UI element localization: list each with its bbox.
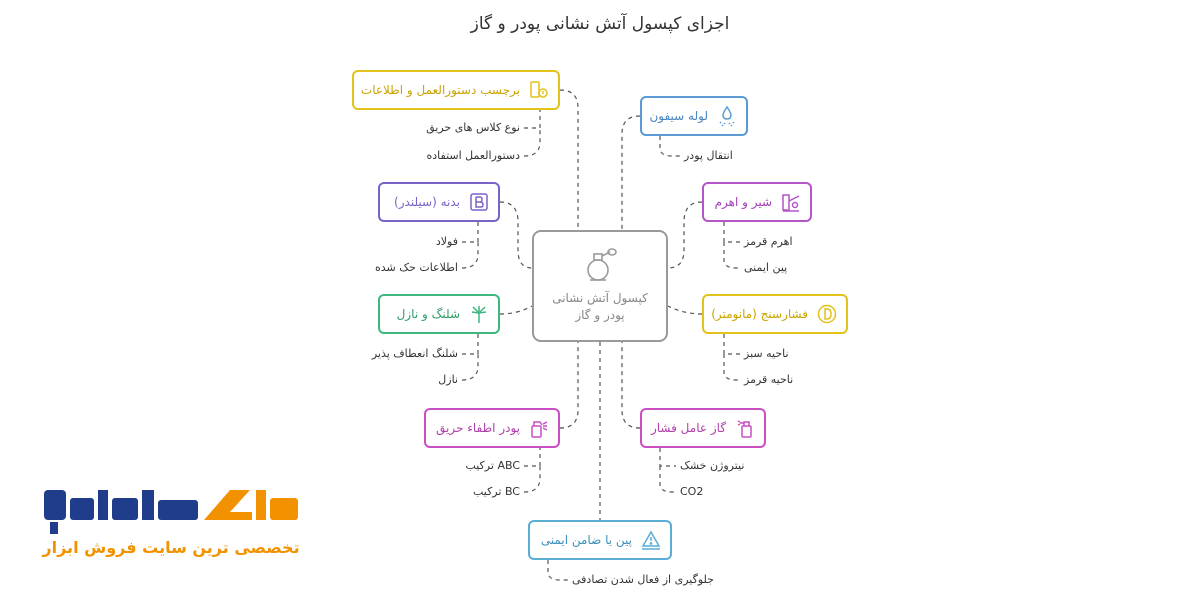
spray-nozzle-icon (468, 303, 490, 325)
node-pin-label: پین یا ضامن ایمنی (540, 533, 632, 547)
node-valve-lever (702, 182, 812, 222)
leaf-prevent-accidental-activation: جلوگیری از فعال شدن تصادفی (572, 573, 714, 586)
lever-icon (780, 191, 802, 213)
leaf-bc-composition: BC ترکیب (472, 485, 520, 498)
node-powder-label: پودر اطفاء حریق (436, 421, 520, 435)
leaf-flexible-hose: شلنگ انعطاف پذیر (371, 347, 458, 360)
leaf-usage-instructions: دستورالعمل استفاده (426, 149, 520, 162)
node-hose-nozzle (378, 294, 500, 334)
node-valve-label: شیر و اهرم (714, 195, 772, 209)
leaf-co2: CO2 (680, 485, 704, 498)
leaf-dry-nitrogen: نیتروژن خشک (680, 459, 745, 472)
node-safety-pin (528, 520, 672, 560)
gas-spray-icon (734, 417, 756, 439)
warning-sign-icon (640, 529, 662, 551)
leaf-green-zone: ناحیه سبز (744, 347, 789, 360)
bold-b-icon (468, 191, 490, 213)
leaf-powder-transfer: انتقال پودر (684, 149, 733, 162)
node-hose-label: شلنگ و نازل (396, 307, 460, 321)
center-node (532, 230, 668, 342)
gauge-icon (816, 303, 838, 325)
leaf-engraved-info: اطلاعات حک شده (374, 261, 458, 274)
leaf-safety-pin: پین ایمنی (744, 261, 788, 274)
spray-bottle-icon (528, 417, 550, 439)
logo-tagline-text: تخصصی ترین سایت فروش ابزار (42, 538, 300, 557)
center-label: کپسول آتش نشانی پودر و گاز (552, 291, 648, 322)
node-gauge-label: فشارسنج (مانومتر) (711, 307, 808, 321)
brand-logo (40, 482, 302, 562)
leaf-fire-class-types: نوع کلاس های حریق (426, 121, 520, 134)
node-body-label: بدنه (سیلندر) (394, 195, 460, 209)
logo-tagline (40, 538, 302, 557)
node-label-sticker (352, 70, 560, 110)
node-propellant-gas (640, 408, 766, 448)
leaf-nozzle: نازل (438, 373, 458, 386)
node-siphon-label: لوله سیفون (649, 109, 708, 123)
logo-wordmark (40, 482, 302, 538)
leaf-steel: فولاد (435, 235, 458, 248)
leaf-red-zone: ناحیه قرمز (744, 373, 794, 386)
leaf-abc-composition: ABC ترکیب (465, 459, 520, 472)
node-pressure-gauge (702, 294, 848, 334)
node-extinguishing-powder (424, 408, 560, 448)
water-drop-icon (716, 105, 738, 127)
page-title: اجزای کپسول آتش نشانی پودر و گاز (470, 14, 730, 34)
node-siphon-tube (640, 96, 748, 136)
node-body-cylinder (378, 182, 500, 222)
node-gas-label: گاز عامل فشار (650, 421, 726, 435)
node-label-sticker-label: برچسب دستورالعمل و اطلاعات (360, 83, 520, 97)
leaf-red-lever: اهرم قرمز (744, 235, 793, 248)
fire-extinguisher-icon (580, 246, 620, 286)
label-info-icon (528, 79, 550, 101)
